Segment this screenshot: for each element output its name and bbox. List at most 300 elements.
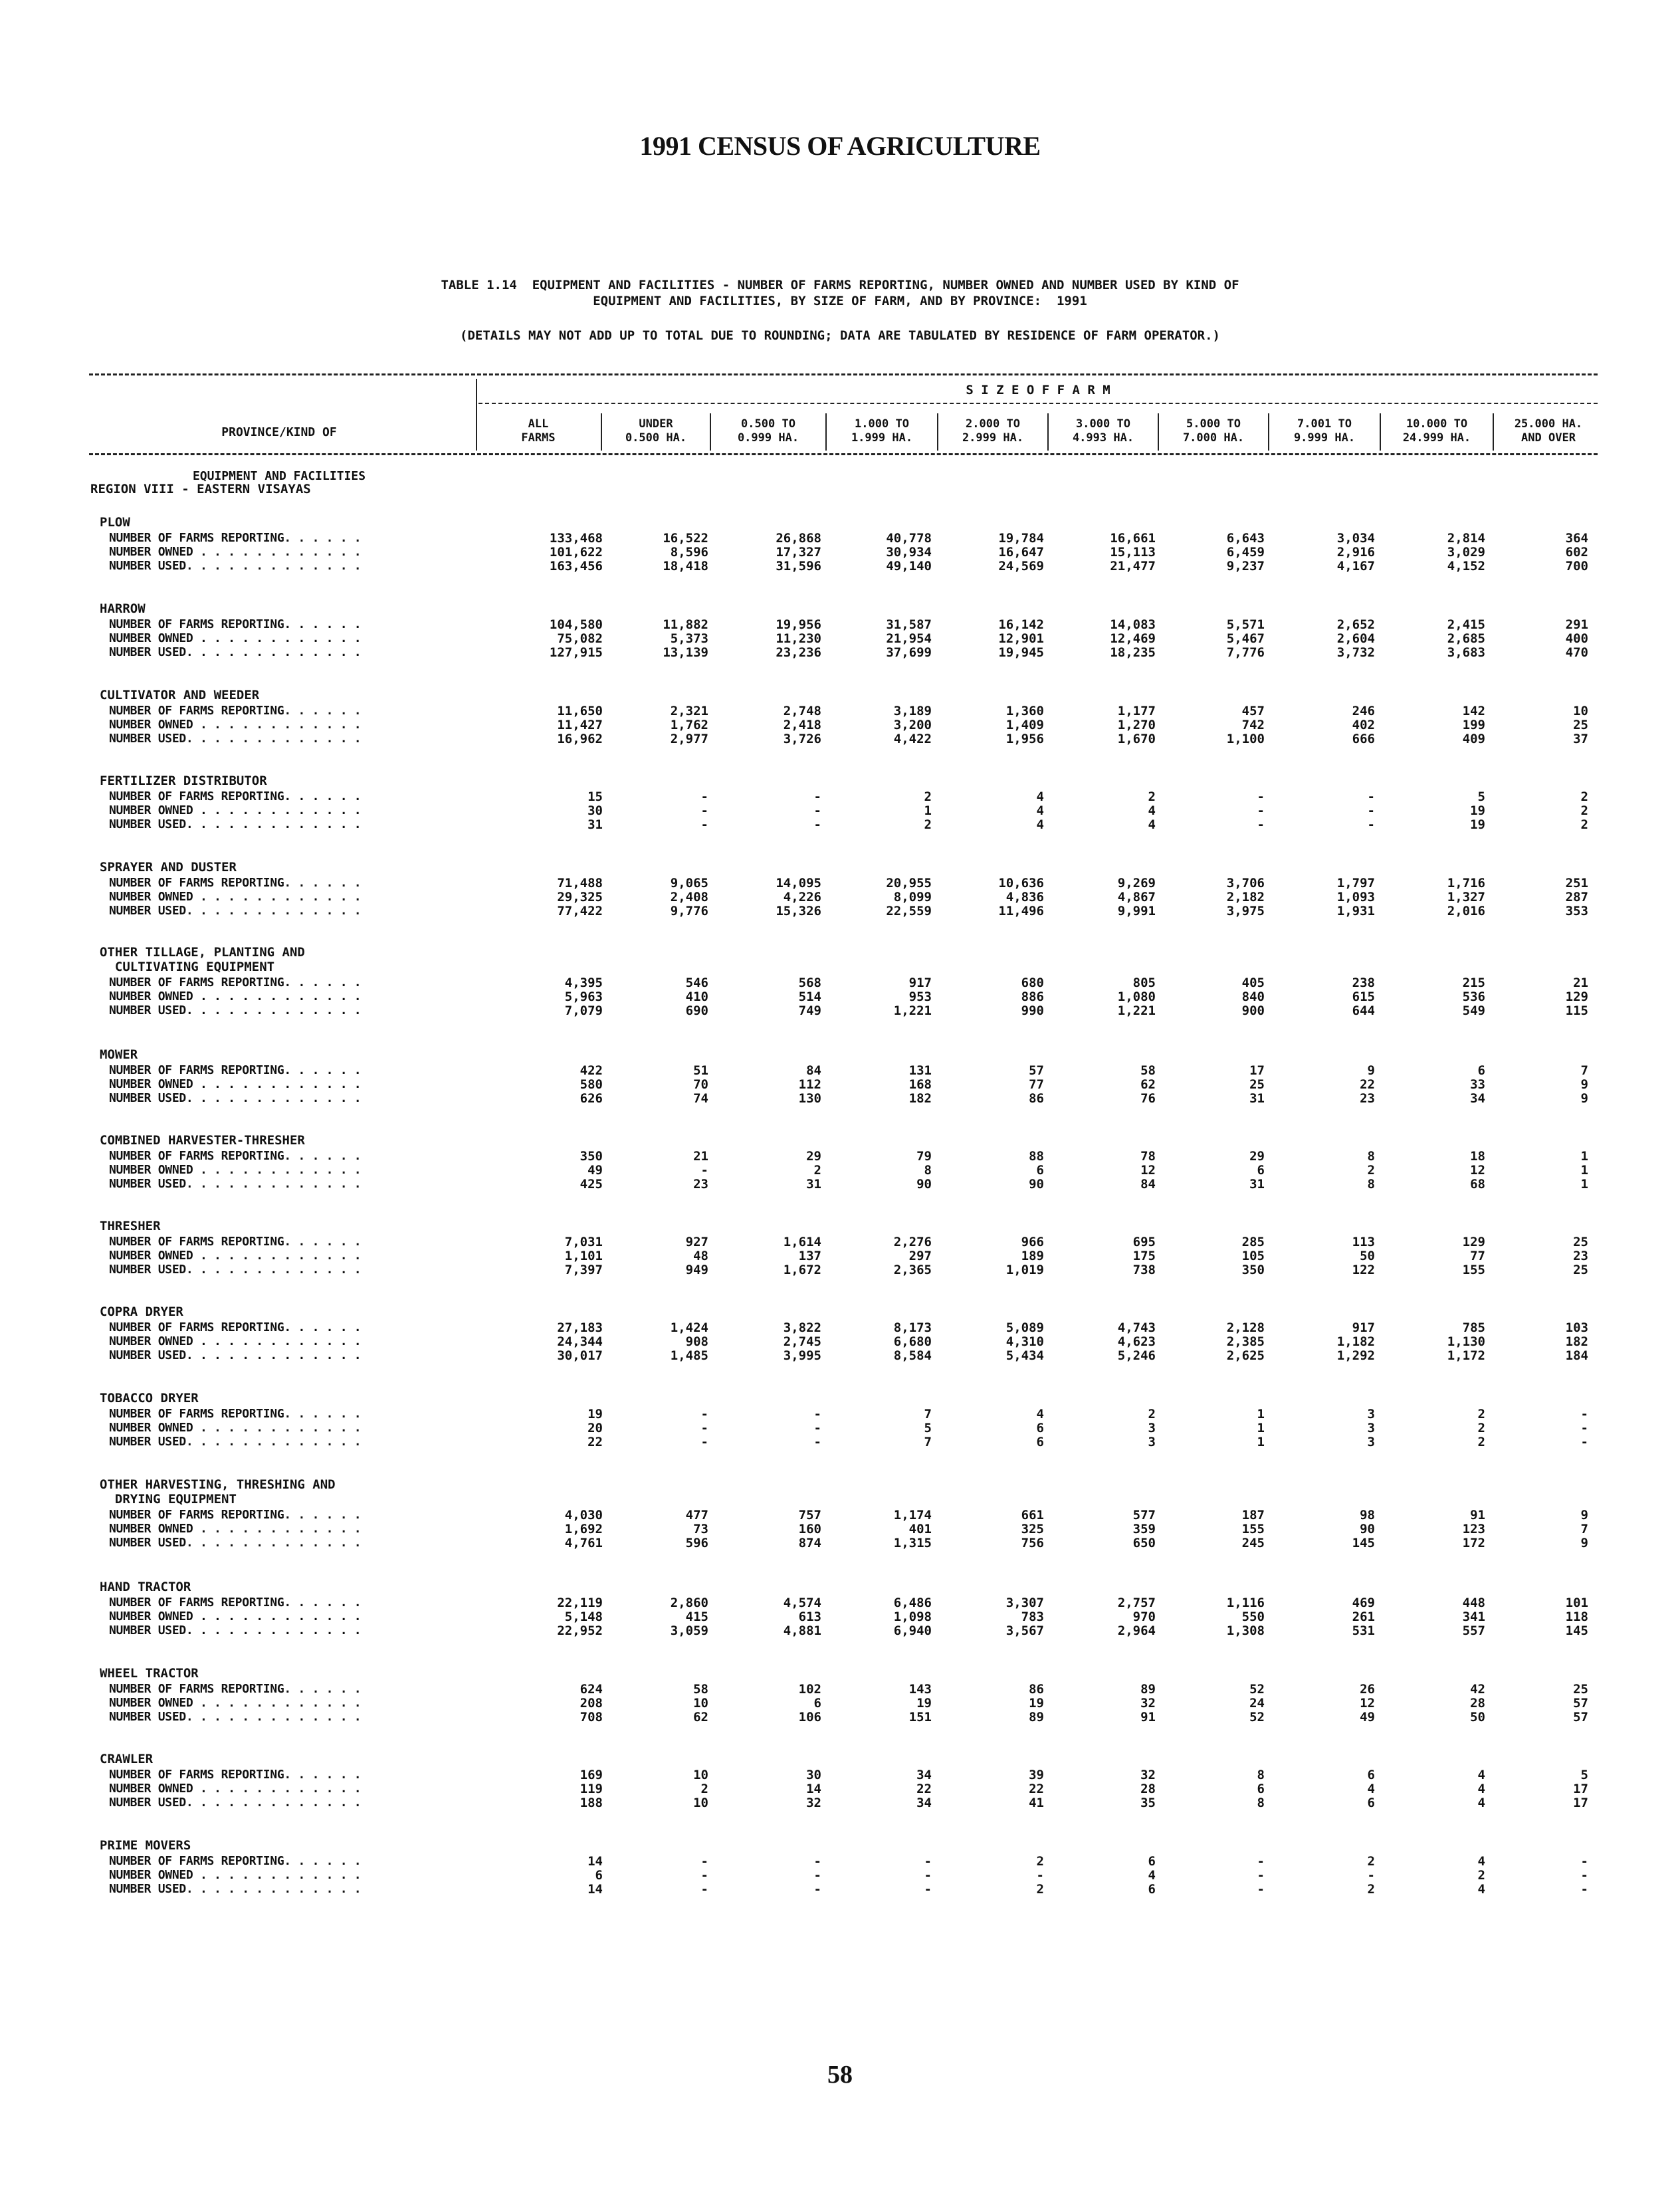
- table-cell: 8,596: [670, 545, 708, 560]
- table-cell: 25: [1573, 1263, 1588, 1277]
- table-cell: 5: [1477, 789, 1485, 804]
- table-cell: -: [1580, 1868, 1588, 1883]
- table-cell: 4,761: [564, 1536, 603, 1550]
- table-cell: 402: [1352, 718, 1375, 732]
- table-cell: 4,152: [1447, 559, 1485, 574]
- table-cell: 783: [1021, 1610, 1044, 1624]
- table-cell: 6: [1257, 1782, 1265, 1796]
- table-cell: 182: [1565, 1334, 1588, 1349]
- table-cell: -: [813, 1407, 821, 1421]
- table-cell: 22: [916, 1782, 932, 1796]
- row-label: NUMBER OF FARMS REPORTING. . . . . .: [109, 531, 362, 545]
- table-cell: 6: [595, 1868, 603, 1883]
- table-cell: 2,748: [783, 704, 821, 718]
- table-row: [0, 1623, 1680, 1638]
- table-cell: 6: [1148, 1854, 1156, 1869]
- table-cell: 9: [1580, 1536, 1588, 1550]
- table-cell: 550: [1241, 1610, 1265, 1624]
- table-cell: -: [924, 1854, 932, 1869]
- table-row: [0, 1163, 1680, 1178]
- table-row: [0, 990, 1680, 1004]
- table-cell: 9,269: [1117, 876, 1156, 890]
- table-cell: 2,276: [893, 1235, 932, 1249]
- column-header-line: 2.999 HA.: [962, 431, 1024, 445]
- table-row: [0, 1334, 1680, 1349]
- table-cell: -: [1257, 1882, 1265, 1897]
- table-cell: 2,182: [1226, 890, 1265, 904]
- table-cell: 448: [1462, 1596, 1485, 1610]
- table-cell: 145: [1352, 1536, 1375, 1550]
- column-rule: [1268, 413, 1269, 451]
- page-number: 58: [827, 2061, 853, 2089]
- table-cell: 40,778: [886, 531, 932, 546]
- table-cell: -: [700, 1163, 708, 1178]
- column-rule: [937, 413, 938, 451]
- table-row: [0, 1610, 1680, 1624]
- column-header: [1050, 417, 1156, 445]
- column-header-line: 7.001 TO: [1297, 417, 1352, 431]
- table-cell: 680: [1021, 976, 1044, 990]
- table-cell: 84: [806, 1063, 821, 1078]
- table-cell: 168: [908, 1077, 932, 1092]
- table-row: [0, 617, 1680, 632]
- table-cell: 2: [1580, 817, 1588, 832]
- table-cell: 246: [1352, 704, 1375, 718]
- table-cell: 546: [685, 976, 708, 990]
- table-cell: 1,614: [783, 1235, 821, 1249]
- row-label: NUMBER OF FARMS REPORTING. . . . . .: [109, 1596, 362, 1610]
- table-cell: 142: [1462, 704, 1485, 718]
- row-label: NUMBER OWNED . . . . . . . . . . . .: [109, 1782, 362, 1796]
- table-cell: 4: [1477, 1768, 1485, 1782]
- section-title: HAND TRACTOR: [100, 1580, 191, 1594]
- table-cell: -: [1367, 1868, 1375, 1883]
- column-header-line: FARMS: [521, 431, 556, 445]
- table-cell: 531: [1352, 1623, 1375, 1638]
- column-header-line: 0.999 HA.: [737, 431, 799, 445]
- table-cell: 568: [798, 976, 821, 990]
- table-cell: 2: [1477, 1435, 1485, 1449]
- table-cell: 749: [798, 1003, 821, 1018]
- table-cell: 6: [1367, 1768, 1375, 1782]
- table-cell: 3,975: [1226, 904, 1265, 918]
- table-cell: 14: [587, 1882, 603, 1897]
- table-cell: 3,059: [670, 1623, 708, 1638]
- table-row: [0, 904, 1680, 918]
- table-cell: 2: [1367, 1163, 1375, 1178]
- table-cell: 1: [1257, 1421, 1265, 1435]
- table-row: [0, 1149, 1680, 1164]
- table-cell: 39: [1029, 1768, 1044, 1782]
- table-row: [0, 1063, 1680, 1078]
- table-cell: 970: [1132, 1610, 1156, 1624]
- size-of-farm-rule: [478, 403, 1598, 404]
- table-cell: -: [1580, 1435, 1588, 1449]
- table-cell: 4,422: [893, 732, 932, 746]
- row-label: NUMBER USED. . . . . . . . . . . . .: [109, 1882, 362, 1896]
- row-label: NUMBER OWNED . . . . . . . . . . . .: [109, 1421, 362, 1435]
- row-label: NUMBER OWNED . . . . . . . . . . . .: [109, 1610, 362, 1623]
- table-cell: -: [700, 1435, 708, 1449]
- table-cell: 8,099: [893, 890, 932, 904]
- table-caption-line-1: TABLE 1.14 EQUIPMENT AND FACILITIES - NUMBER OF FARMS REPORTING, NUMBER OWNED AND NUMBER USED BY KIND OF: [441, 278, 1239, 292]
- table-cell: 12: [1140, 1163, 1156, 1178]
- table-cell: 1,019: [1005, 1263, 1044, 1277]
- table-cell: 17: [1249, 1063, 1265, 1078]
- column-rule: [1493, 413, 1494, 451]
- table-cell: 14,083: [1110, 617, 1156, 632]
- table-row: [0, 1596, 1680, 1610]
- section-title: MOWER: [100, 1047, 138, 1062]
- table-cell: 1,182: [1336, 1334, 1375, 1349]
- region-title: REGION VIII - EASTERN VISAYAS: [90, 482, 311, 496]
- table-cell: 1,670: [1117, 732, 1156, 746]
- table-cell: 341: [1462, 1610, 1485, 1624]
- table-cell: 3,567: [1005, 1623, 1044, 1638]
- row-label: NUMBER OWNED . . . . . . . . . . . .: [109, 1334, 362, 1348]
- table-cell: 4,867: [1117, 890, 1156, 904]
- table-cell: 26,868: [776, 531, 821, 546]
- equipment-section: [0, 515, 1680, 601]
- table-cell: 3: [1148, 1435, 1156, 1449]
- table-cell: 1,360: [1005, 704, 1044, 718]
- table-cell: 20: [587, 1421, 603, 1435]
- row-label: NUMBER OWNED . . . . . . . . . . . .: [109, 1868, 362, 1882]
- table-cell: 19: [587, 1407, 603, 1421]
- table-cell: 409: [1462, 732, 1485, 746]
- table-cell: 25: [1573, 718, 1588, 732]
- table-cell: 840: [1241, 990, 1265, 1004]
- table-cell: 90: [1360, 1522, 1375, 1536]
- table-cell: 12: [1360, 1696, 1375, 1711]
- table-cell: 514: [798, 990, 821, 1004]
- table-cell: 325: [1021, 1522, 1044, 1536]
- table-cell: 29: [1249, 1149, 1265, 1164]
- table-row: [0, 645, 1680, 660]
- row-label: NUMBER OF FARMS REPORTING. . . . . .: [109, 789, 362, 803]
- table-cell: 21: [693, 1149, 708, 1164]
- row-label: NUMBER OF FARMS REPORTING. . . . . .: [109, 617, 362, 631]
- table-cell: 20,955: [886, 876, 932, 890]
- table-cell: 24: [1249, 1696, 1265, 1711]
- page-header: 1991 CENSUS OF AGRICULTURE: [639, 131, 1041, 161]
- table-cell: 2,016: [1447, 904, 1485, 918]
- table-cell: 127,915: [549, 645, 603, 660]
- table-cell: 2: [1477, 1868, 1485, 1883]
- table-cell: 119: [579, 1782, 603, 1796]
- table-cell: 16,142: [998, 617, 1044, 632]
- table-row: [0, 817, 1680, 832]
- table-row: [0, 704, 1680, 718]
- table-cell: 7,397: [564, 1263, 603, 1277]
- column-header-line: 0.500 TO: [741, 417, 795, 431]
- table-row: [0, 718, 1680, 732]
- table-cell: 9,237: [1226, 559, 1265, 574]
- row-label: NUMBER OWNED . . . . . . . . . . . .: [109, 1077, 362, 1091]
- table-cell: 34: [916, 1768, 932, 1782]
- table-row: [0, 1421, 1680, 1435]
- equipment-section: [0, 601, 1680, 688]
- table-cell: -: [1257, 803, 1265, 818]
- table-cell: 25: [1249, 1077, 1265, 1092]
- table-cell: -: [813, 817, 821, 832]
- table-cell: 11,230: [776, 631, 821, 646]
- table-cell: 549: [1462, 1003, 1485, 1018]
- table-cell: 51: [693, 1063, 708, 1078]
- table-row: [0, 732, 1680, 746]
- table-cell: 32: [1140, 1696, 1156, 1711]
- table-cell: 1,093: [1336, 890, 1375, 904]
- table-cell: 8: [924, 1163, 932, 1178]
- table-cell: 113: [1352, 1235, 1375, 1249]
- table-cell: -: [1580, 1421, 1588, 1435]
- table-row: [0, 1077, 1680, 1092]
- table-cell: 2: [924, 789, 932, 804]
- row-label: NUMBER OWNED . . . . . . . . . . . .: [109, 1249, 362, 1263]
- equipment-section: [0, 1752, 1680, 1838]
- table-cell: 4: [1036, 817, 1044, 832]
- table-cell: 2,745: [783, 1334, 821, 1349]
- table-cell: -: [813, 1854, 821, 1869]
- table-cell: 145: [1565, 1623, 1588, 1638]
- table-cell: 557: [1462, 1623, 1485, 1638]
- table-cell: 401: [908, 1522, 932, 1536]
- table-row: [0, 789, 1680, 804]
- table-cell: 23,236: [776, 645, 821, 660]
- table-cell: 4: [1477, 1796, 1485, 1810]
- table-cell: 3,995: [783, 1348, 821, 1363]
- table-cell: 580: [579, 1077, 603, 1092]
- table-cell: 2,964: [1117, 1623, 1156, 1638]
- table-cell: 2,652: [1336, 617, 1375, 632]
- row-label: NUMBER OF FARMS REPORTING. . . . . .: [109, 876, 362, 890]
- row-label: NUMBER USED. . . . . . . . . . . . .: [109, 1536, 362, 1550]
- table-cell: -: [700, 1407, 708, 1421]
- table-cell: 104,580: [549, 617, 603, 632]
- table-cell: 666: [1352, 732, 1375, 746]
- table-row: [0, 1796, 1680, 1810]
- table-cell: 21: [1573, 976, 1588, 990]
- table-cell: 31,596: [776, 559, 821, 574]
- table-cell: 10: [1573, 704, 1588, 718]
- equipment-section: [0, 860, 1680, 946]
- table-cell: 5: [924, 1421, 932, 1435]
- table-cell: 5: [1580, 1768, 1588, 1782]
- table-cell: 199: [1462, 718, 1485, 732]
- table-cell: 155: [1241, 1522, 1265, 1536]
- table-cell: 62: [693, 1710, 708, 1724]
- row-label: NUMBER USED. . . . . . . . . . . . .: [109, 732, 362, 746]
- table-cell: 2,814: [1447, 531, 1485, 546]
- table-cell: 90: [1029, 1177, 1044, 1192]
- table-row: [0, 531, 1680, 546]
- table-cell: 68: [1470, 1177, 1485, 1192]
- table-cell: 19,956: [776, 617, 821, 632]
- table-cell: 700: [1565, 559, 1588, 574]
- equipment-section: [0, 1133, 1680, 1219]
- table-cell: 6: [1477, 1063, 1485, 1078]
- table-cell: -: [813, 1435, 821, 1449]
- table-cell: 6: [1036, 1163, 1044, 1178]
- table-cell: 1,797: [1336, 876, 1375, 890]
- table-cell: 1: [1580, 1163, 1588, 1178]
- table-row: [0, 545, 1680, 560]
- table-cell: 30: [587, 803, 603, 818]
- row-label: NUMBER OF FARMS REPORTING. . . . . .: [109, 1854, 362, 1868]
- table-cell: 15,326: [776, 904, 821, 918]
- table-cell: 105: [1241, 1249, 1265, 1263]
- column-header: [712, 417, 824, 445]
- table-cell: 129: [1462, 1235, 1485, 1249]
- row-label: NUMBER USED. . . . . . . . . . . . .: [109, 645, 362, 659]
- table-cell: 251: [1565, 876, 1588, 890]
- table-cell: 615: [1352, 990, 1375, 1004]
- table-cell: 133,468: [549, 531, 603, 546]
- column-header-line: 5.000 TO: [1186, 417, 1241, 431]
- table-cell: 2: [1367, 1882, 1375, 1897]
- table-cell: 1,100: [1226, 732, 1265, 746]
- table-cell: 74: [693, 1091, 708, 1106]
- table-cell: 11,427: [557, 718, 603, 732]
- table-cell: 1,692: [564, 1522, 603, 1536]
- section-title: THRESHER: [100, 1219, 161, 1233]
- table-cell: 5,246: [1117, 1348, 1156, 1363]
- table-cell: 143: [908, 1682, 932, 1697]
- table-cell: 58: [1140, 1063, 1156, 1078]
- section-title: COPRA DRYER: [100, 1305, 183, 1319]
- table-cell: 2: [1148, 789, 1156, 804]
- table-cell: 4,743: [1117, 1320, 1156, 1335]
- table-cell: 169: [579, 1768, 603, 1782]
- table-cell: 405: [1241, 976, 1265, 990]
- table-cell: 2: [813, 1163, 821, 1178]
- table-cell: 2: [1580, 789, 1588, 804]
- column-header-line: 1.999 HA.: [851, 431, 913, 445]
- column-rule: [476, 379, 477, 451]
- table-cell: 5,571: [1226, 617, 1265, 632]
- column-header: [1271, 417, 1378, 445]
- table-cell: 188: [579, 1796, 603, 1810]
- table-cell: 102: [798, 1682, 821, 1697]
- column-header-line: 7.000 HA.: [1182, 431, 1245, 445]
- equipment-section: [0, 774, 1680, 860]
- row-label: NUMBER OWNED . . . . . . . . . . . .: [109, 1163, 362, 1177]
- table-cell: 31: [1249, 1177, 1265, 1192]
- table-note: (DETAILS MAY NOT ADD UP TO TOTAL DUE TO ROUNDING; DATA ARE TABULATED BY RESIDENCE OF FARM OPERATOR.): [460, 328, 1220, 343]
- table-cell: 16,962: [557, 732, 603, 746]
- table-cell: -: [813, 789, 821, 804]
- table-cell: 886: [1021, 990, 1044, 1004]
- table-cell: 7,776: [1226, 645, 1265, 660]
- table-cell: 6,680: [893, 1334, 932, 1349]
- table-cell: 917: [1352, 1320, 1375, 1335]
- table-cell: 9,065: [670, 876, 708, 890]
- table-cell: 5,089: [1005, 1320, 1044, 1335]
- table-cell: 2,860: [670, 1596, 708, 1610]
- table-cell: 10: [693, 1768, 708, 1782]
- table-cell: 7: [1580, 1063, 1588, 1078]
- table-cell: 949: [685, 1263, 708, 1277]
- table-cell: 1,672: [783, 1263, 821, 1277]
- table-cell: 9: [1580, 1508, 1588, 1522]
- table-cell: 71,488: [557, 876, 603, 890]
- table-row: [0, 1868, 1680, 1883]
- table-cell: 5,467: [1226, 631, 1265, 646]
- table-row: [0, 1235, 1680, 1249]
- table-cell: 22,559: [886, 904, 932, 918]
- table-cell: 2: [1580, 803, 1588, 818]
- table-cell: 12,901: [998, 631, 1044, 646]
- column-rule: [825, 413, 827, 451]
- table-cell: 25: [1573, 1235, 1588, 1249]
- table-cell: 4,167: [1336, 559, 1375, 574]
- table-cell: 1,308: [1226, 1623, 1265, 1638]
- table-cell: 613: [798, 1610, 821, 1624]
- column-header-line: 4.993 HA.: [1072, 431, 1134, 445]
- section-title: TOBACCO DRYER: [100, 1391, 199, 1406]
- table-cell: 28: [1140, 1782, 1156, 1796]
- table-cell: 88: [1029, 1149, 1044, 1164]
- table-cell: 297: [908, 1249, 932, 1263]
- table-cell: 3,200: [893, 718, 932, 732]
- table-cell: 1,424: [670, 1320, 708, 1335]
- table-cell: 3,307: [1005, 1596, 1044, 1610]
- table-cell: 1,409: [1005, 718, 1044, 732]
- table-cell: 3,706: [1226, 876, 1265, 890]
- table-cell: 966: [1021, 1235, 1044, 1249]
- table-cell: 98: [1360, 1508, 1375, 1522]
- table-cell: 7: [1580, 1522, 1588, 1536]
- table-cell: 6: [1367, 1796, 1375, 1810]
- table-row: [0, 1696, 1680, 1711]
- row-label: NUMBER OWNED . . . . . . . . . . . .: [109, 545, 362, 559]
- table-cell: 4,310: [1005, 1334, 1044, 1349]
- table-row: [0, 1263, 1680, 1277]
- table-cell: 2: [924, 817, 932, 832]
- table-row: [0, 559, 1680, 574]
- table-cell: 596: [685, 1536, 708, 1550]
- table-cell: 927: [685, 1235, 708, 1249]
- row-label: NUMBER OF FARMS REPORTING. . . . . .: [109, 1063, 362, 1077]
- table-cell: 536: [1462, 990, 1485, 1004]
- table-cell: -: [1257, 789, 1265, 804]
- column-header-line: 25.000 HA.: [1514, 417, 1583, 431]
- row-label: NUMBER OWNED . . . . . . . . . . . .: [109, 718, 362, 732]
- table-cell: 184: [1565, 1348, 1588, 1363]
- table-row: [0, 1003, 1680, 1018]
- table-cell: -: [813, 1421, 821, 1435]
- table-cell: 1: [1580, 1149, 1588, 1164]
- table-cell: 577: [1132, 1508, 1156, 1522]
- table-cell: 3: [1367, 1407, 1375, 1421]
- table-cell: 101: [1565, 1596, 1588, 1610]
- table-cell: 16,661: [1110, 531, 1156, 546]
- table-cell: 7,079: [564, 1003, 603, 1018]
- table-cell: 18,418: [663, 559, 708, 574]
- table-cell: -: [1257, 817, 1265, 832]
- table-cell: 23: [1573, 1249, 1588, 1263]
- table-cell: 8,584: [893, 1348, 932, 1363]
- table-cell: 37,699: [886, 645, 932, 660]
- row-label: NUMBER USED. . . . . . . . . . . . .: [109, 1623, 362, 1637]
- column-header: [1382, 417, 1491, 445]
- table-cell: 31,587: [886, 617, 932, 632]
- table-cell: 160: [798, 1522, 821, 1536]
- size-of-farm-title: S I Z E O F F A R M: [966, 383, 1110, 397]
- table-cell: 624: [579, 1682, 603, 1697]
- table-cell: -: [700, 1854, 708, 1869]
- table-row: [0, 1435, 1680, 1449]
